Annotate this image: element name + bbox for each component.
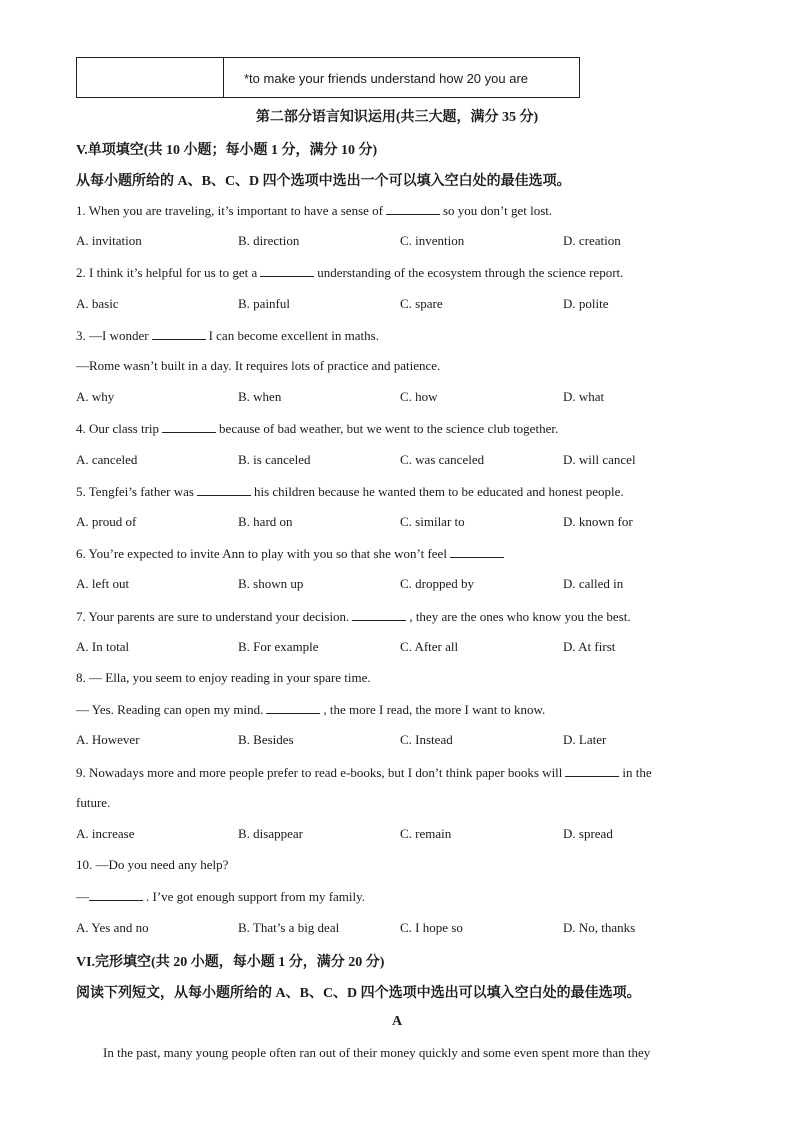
answer-blank <box>565 764 619 777</box>
answer-blank <box>260 264 314 277</box>
question-3-response: —Rome wasn’t built in a day. It requires lots of practice and patience. <box>76 358 441 373</box>
question-7-text-a: 7. Your parents are sure to understand your decision. <box>76 609 350 624</box>
option-d: D. will cancel <box>563 452 636 467</box>
table-cell-empty <box>77 58 224 97</box>
answer-blank <box>89 888 143 901</box>
option-c: C. Instead <box>400 732 453 747</box>
option-a: A. In total <box>76 639 130 654</box>
option-c: C. After all <box>400 639 459 654</box>
question-3-text-b: I can become excellent in maths. <box>208 328 379 343</box>
answer-blank <box>352 608 406 621</box>
table-cell-text: *to make your friends understand how 20 you are <box>244 71 529 86</box>
option-a: A. increase <box>76 826 135 841</box>
answer-blank <box>152 327 206 340</box>
question-1-stem <box>76 202 552 219</box>
option-a: A. invitation <box>76 233 142 248</box>
question-10-options <box>76 920 736 938</box>
question-3-stem <box>76 327 379 344</box>
option-a: A. proud of <box>76 514 137 529</box>
option-b: B. direction <box>238 233 300 248</box>
answer-blank <box>386 202 440 215</box>
option-b: B. disappear <box>238 826 303 841</box>
question-3-text-a: 3. —I wonder <box>76 328 149 343</box>
question-8-text-b: , the more I read, the more I want to know. <box>323 702 546 717</box>
question-4-text-b: because of bad weather, but we went to the science club together. <box>219 421 559 436</box>
option-c: C. remain <box>400 826 452 841</box>
option-d: D. At first <box>563 639 616 654</box>
question-8-text-a: — Yes. Reading can open my mind. <box>76 702 264 717</box>
question-7-options <box>76 639 736 657</box>
question-10-response <box>76 888 365 905</box>
question-3-options <box>76 389 736 407</box>
option-d: D. spread <box>563 826 613 841</box>
option-d: D. No, thanks <box>563 920 636 935</box>
part-heading: 第二部分语言知识运用(共三大题，满分 35 分) <box>255 110 539 125</box>
option-c: C. invention <box>400 233 465 248</box>
option-c: C. was canceled <box>400 452 485 467</box>
question-1-options <box>76 233 736 251</box>
option-a: A. why <box>76 389 115 404</box>
question-9-text-b: in the <box>622 765 652 780</box>
option-d: D. creation <box>563 233 621 248</box>
section5-instruction: 从每小题所给的 A、B、C、D 四个选项中选出一个可以填入空白处的最佳选项。 <box>76 174 571 189</box>
question-9-stem <box>76 764 652 781</box>
question-8-response <box>76 701 545 718</box>
option-c: C. I hope so <box>400 920 463 935</box>
answer-blank <box>450 545 504 558</box>
question-6-stem <box>76 545 507 562</box>
option-a: A. left out <box>76 576 130 591</box>
option-c: C. dropped by <box>400 576 475 591</box>
option-b: B. shown up <box>238 576 304 591</box>
option-d: D. Later <box>563 732 607 747</box>
answer-blank <box>197 483 251 496</box>
question-2-stem <box>76 264 623 281</box>
question-9-continuation: future. <box>76 795 111 810</box>
option-d: D. called in <box>563 576 624 591</box>
answer-blank <box>266 701 320 714</box>
passage-first-line: In the past, many young people often ran out of their money quickly and some even spent more than they <box>103 1045 651 1060</box>
section6-title: VI.完形填空(共 20 小题，每小题 1 分，满分 20 分) <box>76 955 385 970</box>
question-5-text-a: 5. Tengfei’s father was <box>76 484 194 499</box>
section5-title: V.单项填空(共 10 小题；每小题 1 分，满分 10 分) <box>76 143 378 158</box>
section6-instruction: 阅读下列短文，从每小题所给的 A、B、C、D 四个选项中选出可以填入空白处的最佳选项。 <box>76 986 641 1001</box>
option-c: C. similar to <box>400 514 465 529</box>
question-2-text-a: 2. I think it’s helpful for us to get a <box>76 265 258 280</box>
option-c: C. spare <box>400 296 443 311</box>
question-4-options <box>76 452 736 470</box>
option-d: D. polite <box>563 296 609 311</box>
question-2-options <box>76 296 736 314</box>
option-a: A. basic <box>76 296 119 311</box>
question-9-text-a: 9. Nowadays more and more people prefer to read e-books, but I don’t think paper books will <box>76 765 563 780</box>
question-2-text-b: understanding of the ecosystem through the science report. <box>317 265 624 280</box>
option-b: B. when <box>238 389 282 404</box>
passage-label: A <box>391 1014 403 1029</box>
question-5-options <box>76 514 736 532</box>
option-a: A. canceled <box>76 452 138 467</box>
question-8-stem: 8. — Ella, you seem to enjoy reading in your spare time. <box>76 670 371 685</box>
option-a: A. However <box>76 732 140 747</box>
question-1-text-b: so you don’t get lost. <box>442 203 553 218</box>
question-5-stem <box>76 483 624 500</box>
option-a: A. Yes and no <box>76 920 149 935</box>
option-b: B. is canceled <box>238 452 311 467</box>
question-9-options <box>76 826 736 844</box>
option-b: B. Besides <box>238 732 294 747</box>
question-4-stem <box>76 420 558 437</box>
top-table-fragment <box>76 57 580 98</box>
option-b: B. hard on <box>238 514 293 529</box>
question-10-text-a: — <box>76 889 89 904</box>
option-b: B. That’s a big deal <box>238 920 340 935</box>
option-c: C. how <box>400 389 438 404</box>
question-10-text-b: . I’ve got enough support from my family. <box>146 889 366 904</box>
question-6-text-a: 6. You’re expected to invite Ann to play with you so that she won’t feel <box>76 546 447 561</box>
option-d: D. known for <box>563 514 633 529</box>
option-b: B. painful <box>238 296 290 311</box>
question-4-text-a: 4. Our class trip <box>76 421 160 436</box>
question-8-options <box>76 732 736 750</box>
question-7-text-b: , they are the ones who know you the best. <box>409 609 631 624</box>
option-b: B. For example <box>238 639 319 654</box>
question-6-options <box>76 576 736 594</box>
option-d: D. what <box>563 389 605 404</box>
question-7-stem <box>76 608 631 625</box>
answer-blank <box>162 420 216 433</box>
question-1-text-a: 1. When you are traveling, it’s important to have a sense of <box>76 203 383 218</box>
question-5-text-b: his children because he wanted them to be educated and honest people. <box>253 484 624 499</box>
question-10-stem: 10. —Do you need any help? <box>76 857 229 872</box>
